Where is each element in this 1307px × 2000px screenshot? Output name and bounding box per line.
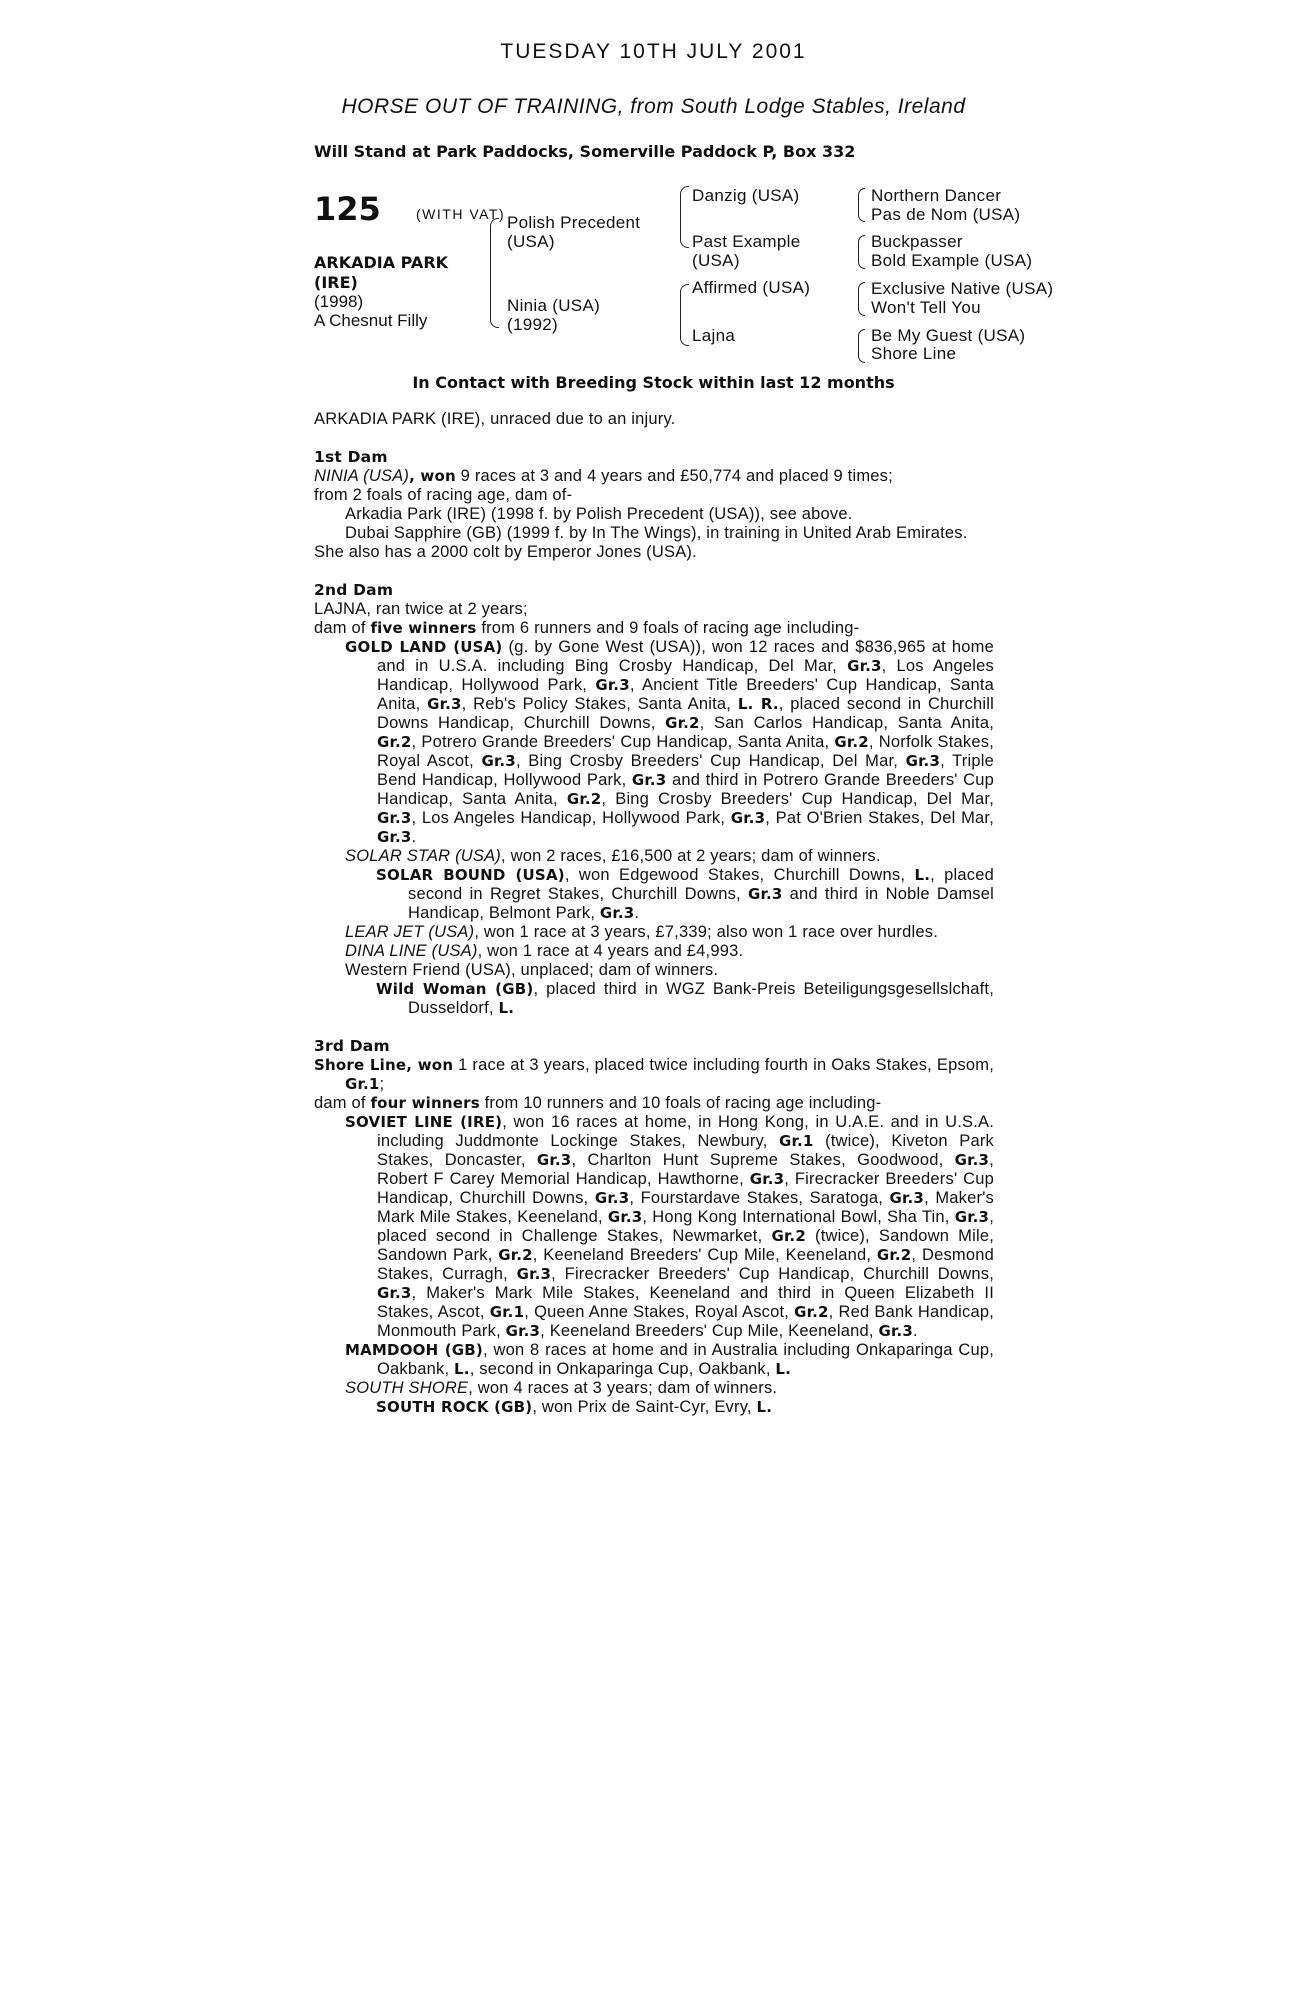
south-rock-entry: SOUTH ROCK (GB), won Prix de Saint-Cyr, Evry, L. xyxy=(376,1398,773,1416)
pedigree-sire-dam: Past Example (USA) xyxy=(692,232,801,270)
breeding-contact-note: In Contact with Breeding Stock within last 12 months xyxy=(412,373,895,392)
second-dam-line1: LAJNA, ran twice at 2 years; xyxy=(314,600,528,618)
soviet-line-entry: SOVIET LINE (IRE), won 16 races at home, in Hong Kong, in U.A.E. and in U.S.A. including Juddmonte Lockinge Stakes, Newbury, Gr.1 (twice), Kiveton Park Stakes, Doncaster, Gr.3, Charlton Hunt Supreme Stakes, Goodwood, Gr.3, Robert F Carey Memorial Handicap, Hawthorne, Gr.3, Firecracker Breeders' Cup Handicap, Churchill Downs, Gr.3, Fourstardave Stakes, Saratoga, Gr.3, Maker's Mark Mile Stakes, Keeneland, Gr.3, Hong Kong International Bowl, Sha Tin, Gr.3, placed second in Challenge Stakes, Newmarket, Gr.2 (twice), Sandown Mile, Sandown Park, Gr.2, Keeneland Breeders' Cup Mile, Keeneland, Gr.2, Desmond Stakes, Curragh, Gr.3, Firecracker Breeders' Cup Handicap, Churchill Downs, Gr.3, Maker's Mark Mile Stakes, Keeneland and third in Queen Elizabeth II Stakes, Ascot, Gr.1, Queen Anne Stakes, Royal Ascot, Gr.2, Red Bank Handicap, Monmouth Park, Gr.3, Keeneland Breeders' Cup Mile, Keeneland, Gr.3. xyxy=(345,1113,995,1340)
pedigree-gen3-4: Bold Example (USA) xyxy=(871,251,1033,270)
pedigree-brace-g3-1 xyxy=(858,188,865,222)
pedigree-brace-dam xyxy=(680,284,689,346)
pedigree-gen3-3: Buckpasser xyxy=(871,232,963,251)
intro-line: ARKADIA PARK (IRE), unraced due to an injury. xyxy=(314,410,676,428)
second-dam-heading: 2nd Dam xyxy=(314,581,394,599)
pedigree-gen3-2: Pas de Nom (USA) xyxy=(871,205,1021,224)
horse-name-line1: ARKADIA PARK xyxy=(314,253,449,272)
lear-jet-entry: LEAR JET (USA), won 1 race at 3 years, £7,339; also won 1 race over hurdles. xyxy=(345,923,938,941)
pedigree-dam-sire: Affirmed (USA) xyxy=(692,278,811,297)
wild-woman-entry: Wild Woman (GB), placed third in WGZ Bank-Preis Beteiligungsgesellslchaft, Dusseldorf, L. xyxy=(376,980,994,1017)
pedigree-brace-sire xyxy=(680,186,689,248)
first-dam-produce-2: Dubai Sapphire (GB) (1999 f. by In The Wings), in training in United Arab Emirates. xyxy=(345,524,968,542)
western-friend-entry: Western Friend (USA), unplaced; dam of winners. xyxy=(345,961,719,979)
dina-line-entry: DINA LINE (USA), won 1 race at 4 years and £4,993. xyxy=(345,942,744,960)
shore-line-entry: Shore Line, won 1 race at 3 years, placed twice including fourth in Oaks Stakes, Epsom, Gr.1; xyxy=(314,1056,994,1093)
first-dam-note: She also has a 2000 colt by Emperor Jones (USA). xyxy=(314,543,697,561)
third-dam-produce-line: dam of four winners from 10 runners and 10 foals of racing age including- xyxy=(314,1094,882,1112)
vat-note: (WITH VAT) xyxy=(416,206,506,222)
pedigree-brace-g3-2 xyxy=(858,235,865,269)
horse-name-line2: (IRE) xyxy=(314,273,358,292)
first-dam-line1: NINIA (USA), won 9 races at 3 and 4 years and £50,774 and placed 9 times; xyxy=(314,467,893,485)
horse-name xyxy=(314,253,474,293)
mamdooh-entry: MAMDOOH (GB), won 8 races at home and in Australia including Onkaparinga Cup, Oakbank, L., second in Onkaparinga Cup, Oakbank, L. xyxy=(345,1341,994,1378)
solar-bound-entry: SOLAR BOUND (USA), won Edgewood Stakes, Churchill Downs, L., placed second in Regret Stakes, Churchill Downs, Gr.3 and third in Noble Damsel Handicap, Belmont Park, Gr.3. xyxy=(376,866,995,922)
lot-subtitle: HORSE OUT OF TRAINING, from South Lodge Stables, Ireland xyxy=(341,95,966,118)
pedigree-gen3-8: Shore Line xyxy=(871,344,957,363)
pedigree-brace-g3-3 xyxy=(858,282,865,316)
stand-location: Will Stand at Park Paddocks, Somerville Paddock P, Box 332 xyxy=(314,142,856,161)
horse-description: A Chesnut Filly xyxy=(314,311,428,330)
pedigree-gen3-6: Won't Tell You xyxy=(871,298,981,317)
second-dam-line2: dam of five winners from 6 runners and 9 foals of racing age including- xyxy=(314,619,860,637)
pedigree-sire: Polish Precedent (USA) xyxy=(507,213,641,251)
pedigree-gen3-1: Northern Dancer xyxy=(871,186,1002,205)
gold-land-entry: GOLD LAND (USA) (g. by Gone West (USA)), won 12 races and $836,965 at home and in U.S.A. including Bing Crosby Handicap, Del Mar, Gr.3, Los Angeles Handicap, Hollywood Park, Gr.3, Ancient Title Breeders' Cup Handicap, Santa Anita, Gr.3, Reb's Policy Stakes, Santa Anita, L. R., placed second in Churchill Downs Handicap, Churchill Downs, Gr.2, San Carlos Handicap, Santa Anita, Gr.2, Potrero Grande Breeders' Cup Handicap, Santa Anita, Gr.2, Norfolk Stakes, Royal Ascot, Gr.3, Bing Crosby Breeders' Cup Handicap, Del Mar, Gr.3, Triple Bend Handicap, Hollywood Park, Gr.3 and third in Potrero Grande Breeders' Cup Handicap, Santa Anita, Gr.2, Bing Crosby Breeders' Cup Handicap, Del Mar, Gr.3, Los Angeles Handicap, Hollywood Park, Gr.3, Pat O'Brien Stakes, Del Mar, Gr.3. xyxy=(345,638,995,846)
first-dam-line2: from 2 foals of racing age, dam of- xyxy=(314,486,573,504)
catalogue-body xyxy=(314,410,994,1417)
pedigree-gen3-5: Exclusive Native (USA) xyxy=(871,279,1054,298)
horse-year: (1998) xyxy=(314,292,364,311)
sale-date: TUESDAY 10TH JULY 2001 xyxy=(500,40,807,63)
first-dam-produce-1: Arkadia Park (IRE) (1998 f. by Polish Precedent (USA)), see above. xyxy=(345,505,853,523)
pedigree-gen3-7: Be My Guest (USA) xyxy=(871,326,1026,345)
pedigree-brace-gen1 xyxy=(490,218,499,328)
pedigree-dam-dam: Lajna xyxy=(692,326,736,345)
pedigree-sire-sire: Danzig (USA) xyxy=(692,186,800,205)
pedigree-brace-g3-4 xyxy=(858,329,865,363)
third-dam-heading: 3rd Dam xyxy=(314,1037,390,1055)
lot-number: 125 xyxy=(314,190,381,228)
first-dam-heading: 1st Dam xyxy=(314,448,388,466)
south-shore-entry: SOUTH SHORE, won 4 races at 3 years; dam of winners. xyxy=(345,1379,778,1397)
horse-details xyxy=(314,292,427,330)
pedigree-dam: Ninia (USA) (1992) xyxy=(507,296,601,334)
solar-star-entry: SOLAR STAR (USA), won 2 races, £16,500 at 2 years; dam of winners. xyxy=(345,847,881,865)
